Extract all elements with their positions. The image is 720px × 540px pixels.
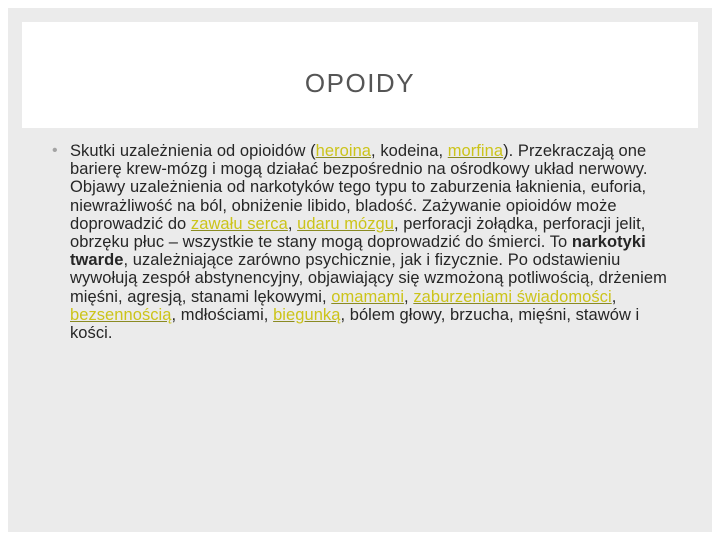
bullet-text (70, 142, 672, 342)
text-segment: , perforacji żołądka, perforacji jelit, obrzęku płuc – wszystkie te stany mogą doprowadzić do śmierci. To (70, 214, 646, 252)
text-segment: , kodeina, (371, 142, 448, 160)
link-biegunka[interactable]: biegunką (273, 305, 341, 324)
link-bezsennosc[interactable]: bezsennością (70, 305, 172, 324)
text-segment: , (611, 287, 617, 306)
slide-title: OPOIDY (304, 68, 416, 98)
bullet-icon: • (52, 142, 58, 159)
link-omamy[interactable]: omamami (331, 287, 405, 306)
text-segment: , bólem głowy, brzucha, mięśni, stawów i kości. (70, 305, 640, 343)
link-udar-mozgu[interactable]: udaru mózgu (297, 214, 394, 233)
text-segment: Skutki uzależnienia od opioidów ( (70, 142, 316, 160)
title-box (22, 22, 698, 128)
text-segment: , mdłościami, (171, 305, 274, 324)
bold-text: narkotyki twarde (70, 233, 646, 270)
link-zawal-serca[interactable]: zawału serca (190, 214, 288, 233)
slide-body (52, 142, 672, 342)
text-segment: , uzależniające zarówno psychicznie, jak i fizycznie. Po odstawieniu wywołują zespół abstynencyjny, objawiający się wzmożoną potliwością, drżeniem mięśni, agresją, stanami lękowymi, (70, 251, 667, 306)
text-segment: ). Przekraczają one barierę krew-mózg i mogą działać bezpośrednio na ośrodkowy układ nerwowy. Objawy uzależnienia od narkotyków tego typu to zaburzenia łaknienia, euforia, niewrażliwość na ból, obniżenie libido, bladość. Zażywanie opioidów może doprowadzić do (70, 142, 648, 233)
link-morfina[interactable]: morfina (447, 142, 504, 160)
link-heroina[interactable]: heroina (315, 142, 372, 160)
text-segment: , (404, 287, 414, 306)
link-zaburzenia-swiadomosci[interactable]: zaburzeniami świadomości (413, 287, 612, 306)
slide (8, 8, 712, 532)
bullet-item (52, 142, 672, 342)
text-segment: , (287, 214, 298, 233)
